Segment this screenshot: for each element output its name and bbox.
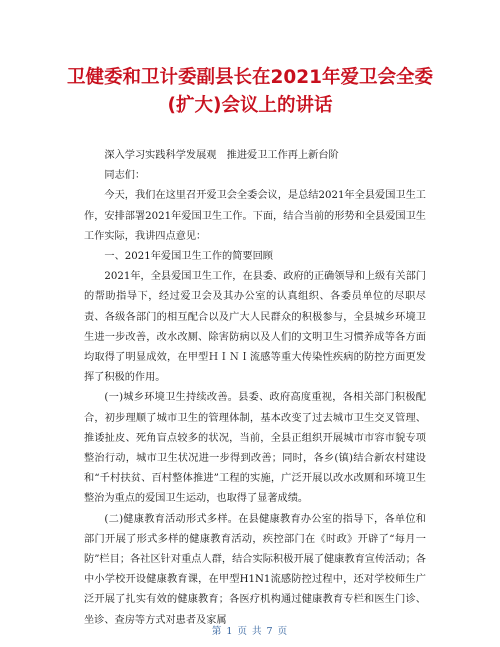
page-number-footer: 第 1 页 共 7 页 [211, 626, 289, 637]
body-paragraph: 2021年，全县爱国卫生工作，在县委、政府的正确领导和上级有关部门的帮助指导下，经过爱卫会及其办公室的认真组织、各委员单位的尽职尽责、各级各部门的相互配合以及广大人民群众的积极参与，全县城乡环境卫生进一步改善，改水改厕、除害防病以及人们的文明卫生习惯养成等各方面均取得了明显成效，在甲型ＨＩＮＩ流感等重大传染性疾病的防控方面更发挥了积极的作用。 [84, 271, 426, 384]
document-title: 卫健委和卫计委副县长在2021年爱卫会全委(扩大)会议上的讲话 [67, 67, 433, 116]
salutation-paragraph: 同志们： [104, 170, 146, 182]
subtitle-paragraph: 深入学习实践科学发展观 推进爱卫工作再上新台阶 [104, 150, 339, 161]
section-heading: 一、2021年爱国卫生工作的简要回顾 [104, 251, 273, 263]
document-body [84, 146, 426, 631]
body-paragraph: (二)健康教育活动形式多样。在县健康教育办公室的指导下，各单位和部门开展了形式多样的健康教育活动，疾控部门在《时政》开辟了“每月一防”栏目；各社区针对重点人群，结合实际积极开展了健康教育宣传活动；各中小学校开设健康教育课，在甲型H1N1流感防控过程中，还对学校师生广泛开展了扎实有效的健康教育；各医疗机构通过健康教育专栏和医生门诊、坐诊、查房等方式对患者及家属 [84, 513, 426, 626]
body-paragraph: (一)城乡环境卫生持续改善。县委、政府高度重视，各相关部门积极配合，初步理顺了城市卫生的管理体制，基本改变了过去城市卫生交叉管理、推诿扯皮、死角盲点较多的状况，当前，全县正组织开展城市市容市貌专项整治行动，城市卫生状况进一步得到改善；同时，各乡(镇)结合新农村建设和“千村扶贫、百村整体推进”工程的实施，广泛开展以改水改厕和环境卫生整治为重点的爱国卫生运动，也取得了显著成绩。 [84, 392, 426, 505]
intro-paragraph: 今天，我们在这里召开爱卫会全委会议，是总结2021年全县爱国卫生工作，安排部署2021年爱国卫生工作。下面，结合当前的形势和全县爱国卫生工作实际，我讲四点意见： [84, 190, 426, 242]
